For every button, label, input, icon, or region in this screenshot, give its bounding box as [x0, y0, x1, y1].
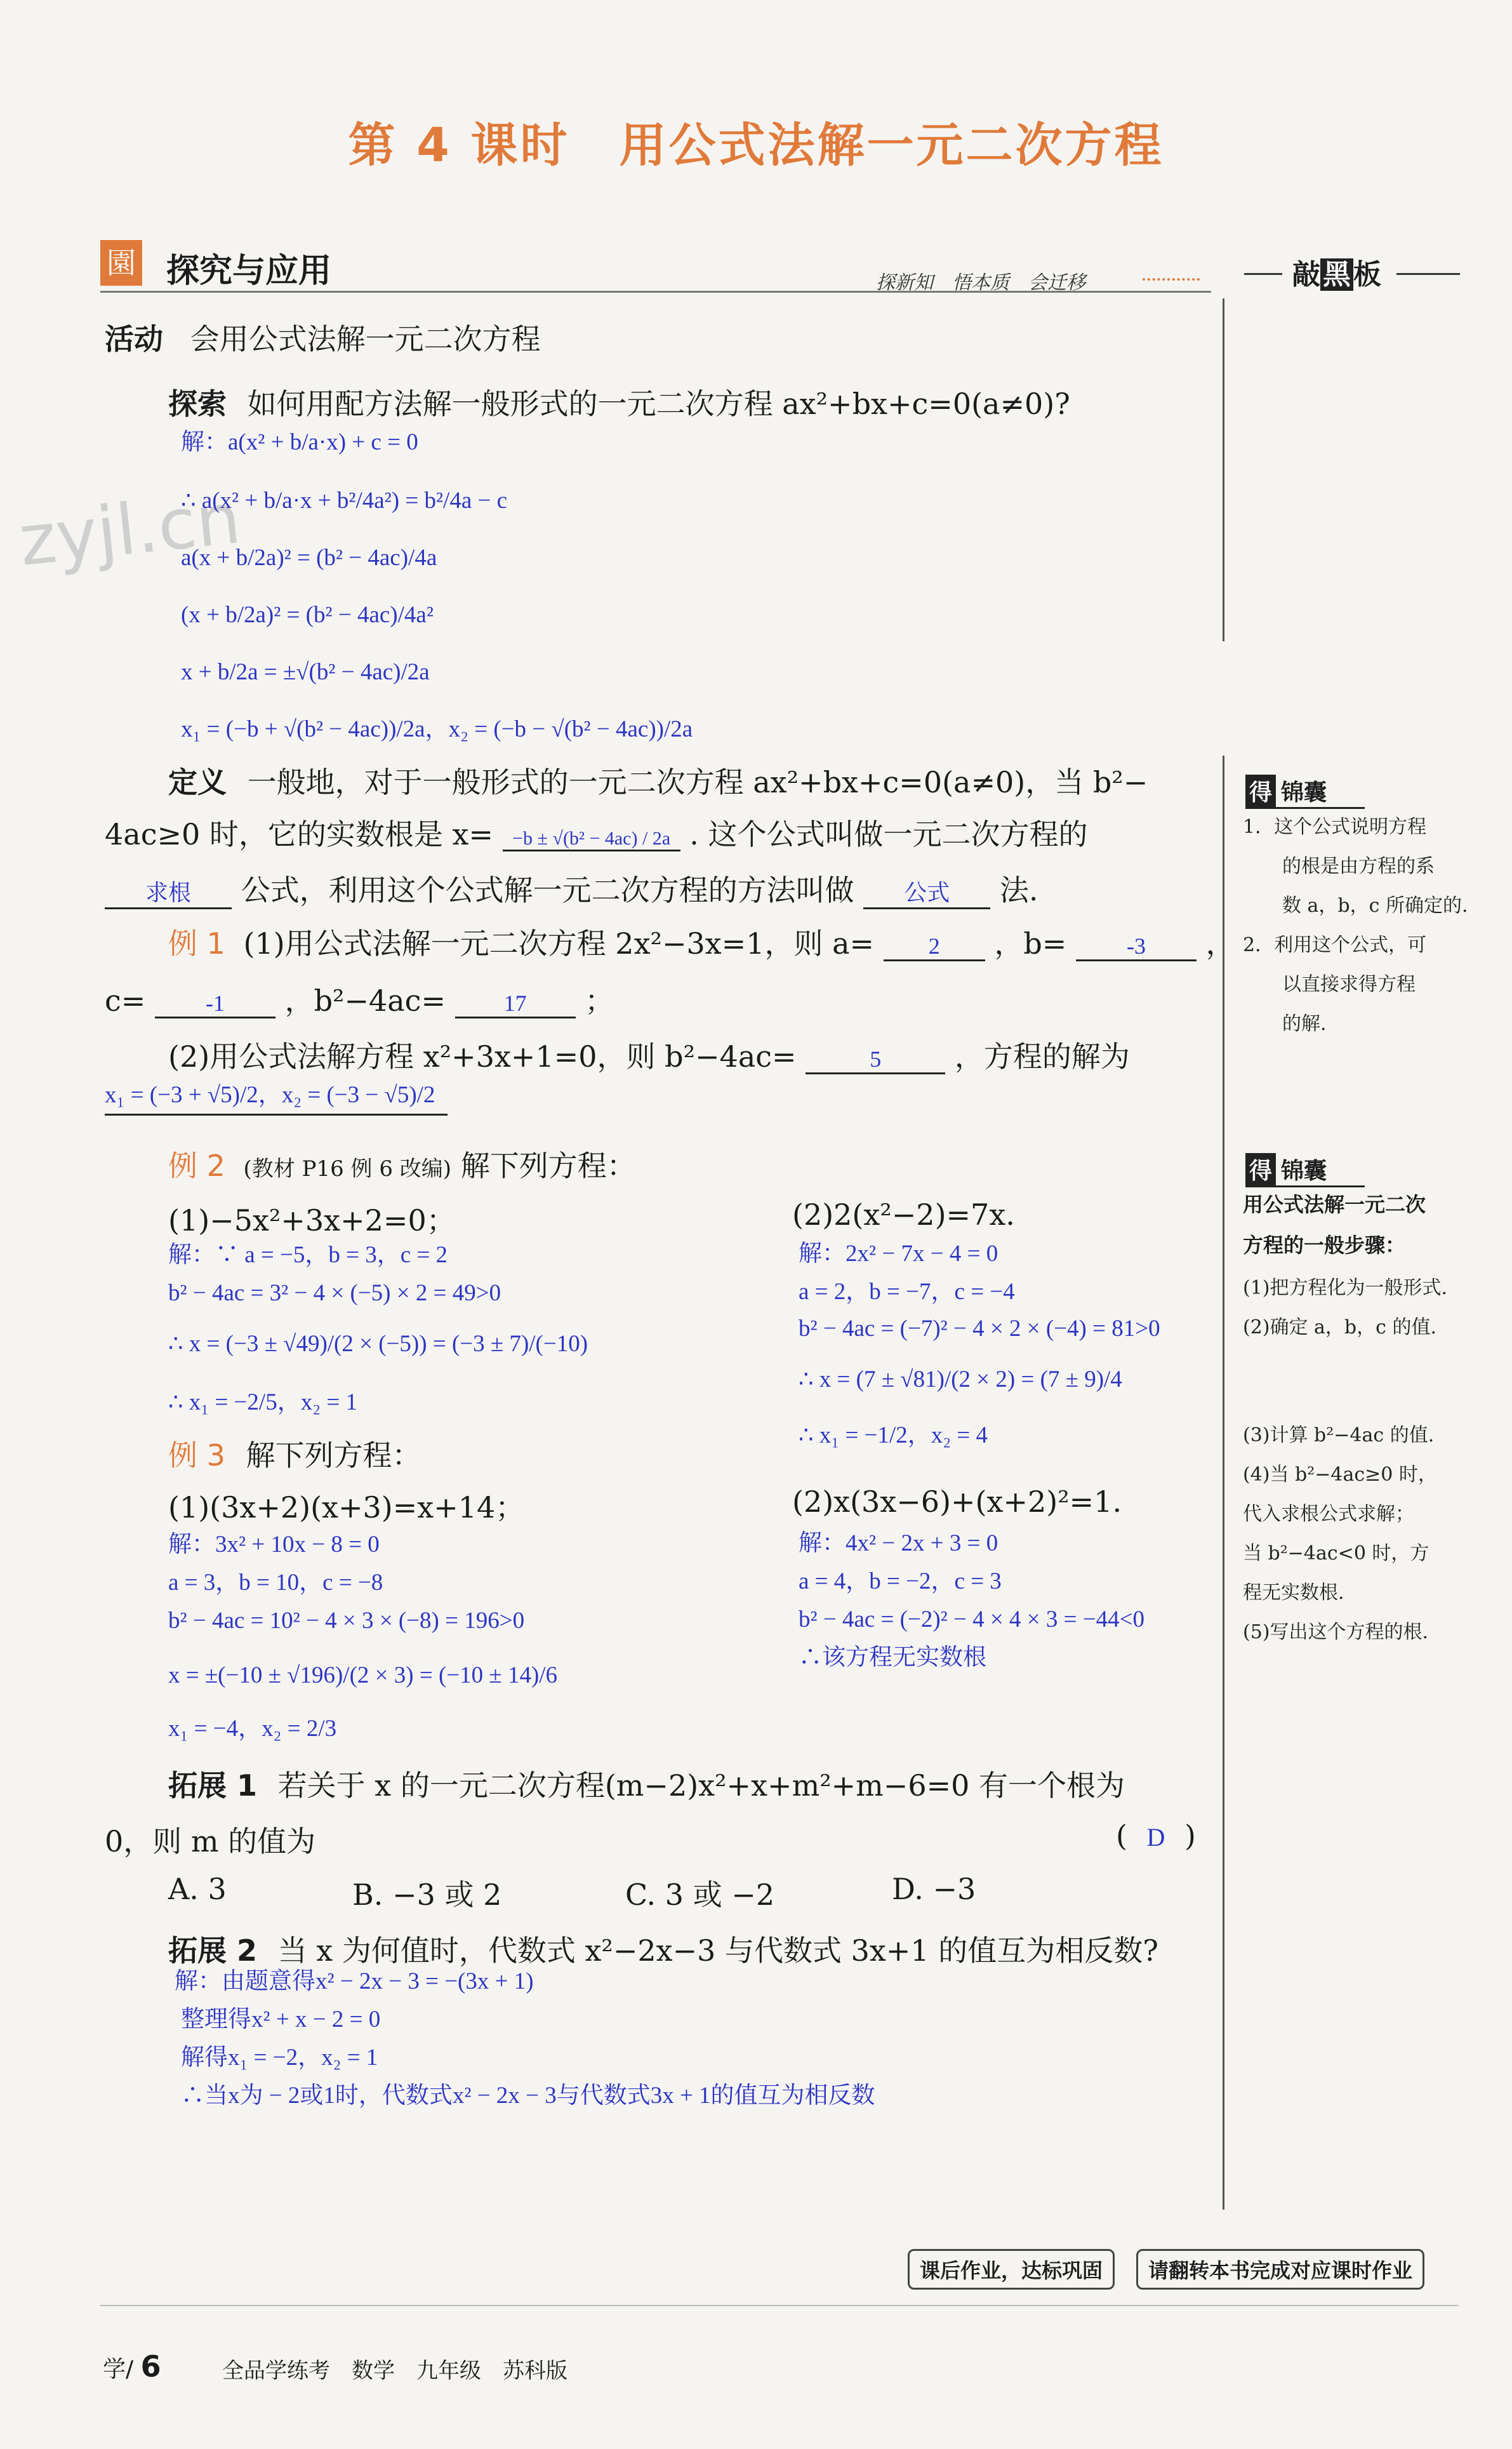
explore-line — [168, 381, 1070, 423]
section-tags: 探新知 悟本质 会迁移 — [876, 272, 1085, 294]
tags-dots — [1143, 272, 1200, 281]
extension1-text-2: 0，则 m 的值为 — [105, 1824, 316, 1858]
extension2-text: 当 x 为何值时，代数式 x²−2x−3 与代数式 3x+1 的值互为相反数? — [277, 1933, 1158, 1968]
explore-solution-3: a(x + b/2a)² = (b² − 4ac)/4a — [181, 545, 437, 571]
section-icon: 園 — [100, 240, 142, 286]
watermark: zyjl.cn — [15, 477, 244, 582]
example2-q2-sol-4: ∴ x = (7 ± √81)/(2 × 2) = (7 ± 9)/4 — [799, 1366, 1122, 1392]
example2-q1: (1)−5x²+3x+2=0； — [168, 1203, 456, 1238]
definition-text-2a: 4ac≥0 时，它的实数根是 x= — [105, 817, 493, 851]
example1-line-2 — [105, 978, 614, 1020]
sidebar-tip2-label: 锦囊 — [1281, 1158, 1327, 1184]
example1-b-label: ，b= — [994, 926, 1067, 961]
section-rule — [100, 291, 1211, 293]
extension1-line-1 — [168, 1763, 1125, 1805]
board-label — [1292, 251, 1381, 292]
column-divider-1 — [1223, 298, 1224, 641]
extension1-option-b: B. −3 或 2 — [352, 1878, 502, 1912]
example3-q2: (2)x(3x−6)+(x+2)²=1. — [792, 1485, 1122, 1519]
page-title: 第 4 课时 用公式法解一元二次方程 — [348, 118, 1164, 173]
example1-solution-blank — [105, 1077, 448, 1116]
formula-name-blank: 求根 — [105, 875, 232, 909]
sidebar-tip1-item-1: 1．这个公式说明方程 — [1243, 816, 1427, 838]
example3-q2-sol-2: a = 4，b = −2，c = 3 — [799, 1568, 1002, 1594]
example1-end: ； — [585, 984, 614, 1018]
page-number-line — [103, 2349, 161, 2384]
extension1-option-a: A. 3 — [168, 1872, 227, 1906]
definition-line-1 — [168, 759, 1148, 801]
example2-q2: (2)2(x²−2)=7x. — [792, 1198, 1015, 1232]
definition-text-3a: 公式，利用这个公式解一元二次方程的方法叫做 — [241, 873, 854, 907]
extension2-sol-1: 解：由题意得x² − 2x − 3 = −(3x + 1) — [175, 1968, 534, 1994]
example1-text-2-tail: ，方程的解为 — [954, 1039, 1130, 1074]
example3-q1-sol-2: a = 3，b = 10，c = −8 — [168, 1570, 383, 1596]
book-info: 全品学练考 数学 九年级 苏科版 — [222, 2358, 567, 2384]
example2-q2-sol-2: a = 2，b = −7，c = −4 — [799, 1279, 1015, 1305]
sidebar-tip1-item-5: 以直接求得方程 — [1282, 973, 1416, 996]
example1-line-3 — [168, 1034, 1130, 1076]
example1-c-label: c= — [105, 984, 146, 1018]
explore-solution-4: (x + b/2a)² = (b² − 4ac)/4a² — [181, 602, 434, 628]
board-char-1: 敲 — [1292, 258, 1320, 291]
sidebar-tip2-header — [1245, 1153, 1365, 1187]
explore-solution-2: ∴ a(x² + b/a·x + b²/4a²) = b²/4a − c — [181, 488, 508, 514]
definition-text-1: 一般地，对于一般形式的一元二次方程 ax²+bx+c=0(a≠0)，当 b²− — [247, 765, 1148, 799]
example3-q1-sol-5: x₁ = −4，x₂ = 2/3 — [168, 1716, 337, 1742]
sidebar-tip1-header — [1245, 775, 1365, 809]
method-name-blank: 公式 — [863, 875, 990, 909]
column-divider-2 — [1223, 756, 1224, 2210]
sidebar-tip2-item-3: (3)计算 b²−4ac 的值. — [1243, 1424, 1435, 1446]
explore-label: 探索 — [168, 387, 227, 421]
sidebar-tip1-item-6: 的解. — [1282, 1013, 1327, 1035]
extension2-sol-2: 整理得x² + x − 2 = 0 — [181, 2006, 381, 2032]
extension1-option-d: D. −3 — [892, 1872, 976, 1906]
tip-badge-icon: 得 — [1245, 1153, 1276, 1185]
page-prefix: 学/ — [103, 2356, 134, 2382]
sidebar-tip2-item-5: 代入求根公式求解； — [1243, 1503, 1414, 1525]
section-heading: 探究与应用 — [166, 252, 332, 290]
example2-label: 例 2 — [168, 1149, 225, 1183]
definition-line-2 — [105, 811, 1088, 853]
extension2-label: 拓展 2 — [168, 1933, 258, 1968]
example2-q1-sol-3: ∴ x = (−3 ± √49)/(2 × (−5)) = (−3 ± 7)/(−10) — [168, 1331, 588, 1357]
example2-line — [168, 1143, 636, 1185]
example3-q1: (1)(3x+2)(x+3)=x+14； — [168, 1490, 525, 1525]
definition-label: 定义 — [168, 765, 227, 799]
example1-text-2: (2)用公式法解方程 x²+3x+1=0，则 b²−4ac= — [168, 1039, 797, 1074]
example1-solution: x₁ = (−3 + √5)/2，x₂ = (−3 − √5)/2 — [105, 1082, 435, 1108]
root-formula-blank: −b ± √(b² − 4ac) / 2a — [503, 828, 680, 851]
explore-text: 如何用配方法解一般形式的一元二次方程 ax²+bx+c=0(a≠0)? — [247, 387, 1070, 421]
example1-p2-disc-blank: 5 — [806, 1046, 945, 1074]
example2-q1-sol-4: ∴ x₁ = −2/5，x₂ = 1 — [168, 1389, 357, 1415]
extension2-sol-3: 解得x₁ = −2，x₂ = 1 — [181, 2045, 378, 2071]
sidebar-tip2-item-2: (2)确定 a，b，c 的值. — [1243, 1316, 1436, 1338]
sidebar-tip2-item-8: (5)写出这个方程的根. — [1243, 1621, 1429, 1643]
example3-q2-sol-3: b² − 4ac = (−2)² − 4 × 4 × 3 = −44<0 — [799, 1606, 1144, 1632]
explore-solution-5: x + b/2a = ±√(b² − 4ac)/2a — [181, 659, 430, 685]
example1-text-1: (1)用公式法解一元二次方程 2x²−3x=1，则 a= — [243, 926, 875, 961]
extension2-sol-4: ∴当x为 − 2或1时，代数式x² − 2x − 3与代数式3x + 1的值互为相反数 — [181, 2083, 875, 2109]
sidebar-tip1-label: 锦囊 — [1281, 780, 1327, 806]
extension1-label: 拓展 1 — [168, 1768, 258, 1803]
definition-line-3 — [105, 867, 1038, 909]
sidebar-tip2-item-4: (4)当 b²−4ac≥0 时， — [1243, 1464, 1437, 1486]
example2-source: (教材 P16 例 6 改编) — [243, 1156, 452, 1182]
homework-label: 课后作业，达标巩固 — [908, 2249, 1115, 2290]
sidebar-tip1-item-2: 的根是由方程的系 — [1282, 855, 1435, 878]
example1-disc-blank: 17 — [455, 990, 576, 1018]
definition-text-3b: 法. — [999, 873, 1038, 907]
activity-text: 会用公式法解一元二次方程 — [190, 322, 541, 356]
example2-q2-sol-1: 解：2x² − 7x − 4 = 0 — [799, 1241, 998, 1267]
board-rule-left — [1244, 273, 1282, 275]
tip-badge-icon: 得 — [1245, 775, 1276, 807]
explore-solution-6: x₁ = (−b + √(b² − 4ac))/2a，x₂ = (−b − √(b² − 4ac))/2a — [181, 716, 693, 742]
page-number: 6 — [140, 2349, 161, 2384]
explore-solution-1: 解：a(x² + b/a·x) + c = 0 — [181, 429, 418, 455]
board-char-3: 板 — [1353, 258, 1381, 291]
example1-line-1: 例 1 (1)用公式法解一元二次方程 2x²−3x=1，则 a= 2 ，b= -3 ， — [168, 926, 1235, 961]
footer-rule — [100, 2305, 1459, 2306]
extension1-answer-bracket: ( D ) — [1116, 1818, 1196, 1853]
extension1-text-1: 若关于 x 的一元二次方程(m−2)x²+x+m²+m−6=0 有一个根为 — [277, 1768, 1125, 1803]
example2-text: 解下列方程： — [460, 1149, 636, 1183]
example2-q2-sol-3: b² − 4ac = (−7)² − 4 × 2 × (−4) = 81>0 — [799, 1316, 1160, 1342]
sidebar-tip2-item-7: 程无实数根. — [1243, 1582, 1344, 1604]
extension1-answer: D — [1146, 1823, 1165, 1852]
example1-a-blank: 2 — [884, 933, 985, 961]
example3-line — [168, 1432, 421, 1474]
sidebar-tip2-title-1: 用公式法解一元二次 — [1243, 1192, 1426, 1217]
example3-text: 解下列方程： — [246, 1438, 421, 1472]
example2-q1-sol-1: 解：∵ a = −5，b = 3，c = 2 — [168, 1242, 448, 1268]
sidebar-tip2-item-1: (1)把方程化为一般形式. — [1243, 1277, 1448, 1299]
example3-label: 例 3 — [168, 1438, 225, 1472]
example3-q1-sol-1: 解：3x² + 10x − 8 = 0 — [168, 1531, 380, 1558]
sidebar-tip2-item-6: 当 b²−4ac<0 时，方 — [1243, 1542, 1429, 1565]
sidebar-tip1-item-4: 2．利用这个公式，可 — [1243, 934, 1427, 956]
sidebar-tip2-title-2: 方程的一般步骤： — [1243, 1233, 1406, 1257]
definition-text-2b: . 这个公式叫做一元二次方程的 — [689, 817, 1088, 851]
example3-q1-sol-4: x = ±(−10 ± √196)/(2 × 3) = (−10 ± 14)/6 — [168, 1662, 558, 1688]
example2-q2-sol-5: ∴ x₁ = −1/2，x₂ = 4 — [799, 1422, 988, 1448]
example3-q2-sol-4: ∴该方程无实数根 — [799, 1645, 986, 1671]
example2-q1-sol-2: b² − 4ac = 3² − 4 × (−5) × 2 = 49>0 — [168, 1280, 501, 1306]
activity-label: 活动 — [105, 322, 163, 356]
homework-text: 请翻转本书完成对应课时作业 — [1136, 2249, 1424, 2290]
example1-b-blank: -3 — [1076, 933, 1197, 961]
example1-label: 例 1 — [168, 926, 225, 961]
board-char-2: 黑 — [1320, 258, 1353, 291]
example1-c-blank: -1 — [155, 990, 275, 1018]
example1-disc-label: ，b²−4ac= — [284, 984, 446, 1018]
example3-q2-sol-1: 解：4x² − 2x + 3 = 0 — [799, 1530, 998, 1556]
extension1-option-c: C. 3 或 −2 — [625, 1878, 775, 1912]
sidebar-tip1-item-3: 数 a，b，c 所确定的. — [1282, 895, 1468, 917]
activity-line — [105, 316, 541, 358]
board-rule-right — [1396, 273, 1460, 275]
example3-q1-sol-3: b² − 4ac = 10² − 4 × 3 × (−8) = 196>0 — [168, 1608, 525, 1634]
